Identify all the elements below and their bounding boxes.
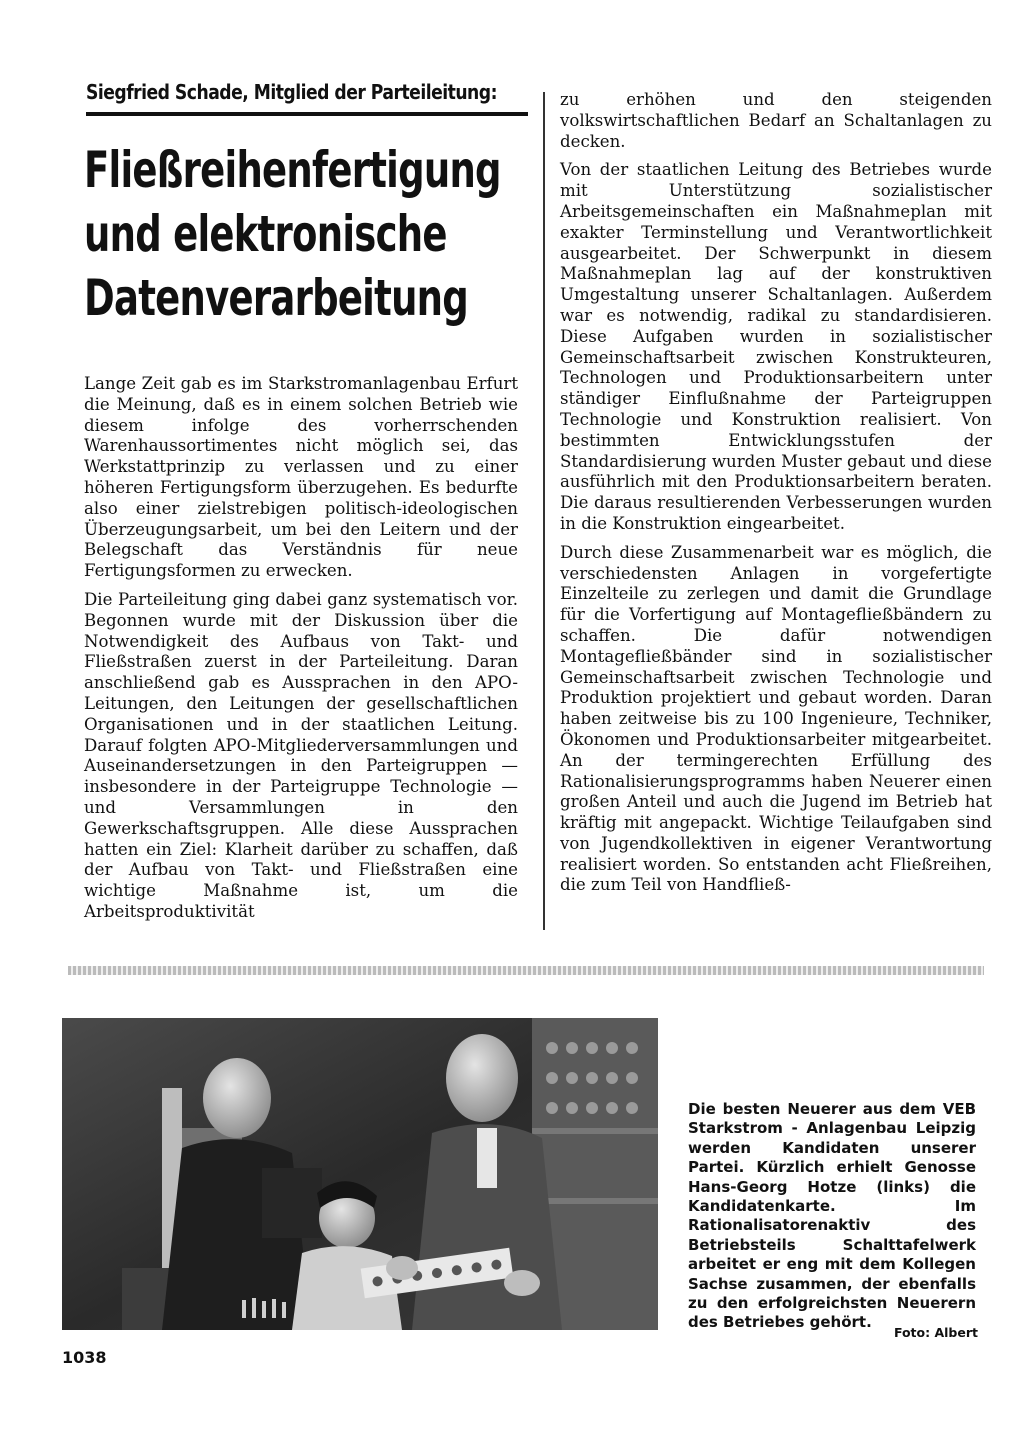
headline-line: Fließreihenfertigung [84, 141, 501, 199]
headline [84, 138, 554, 330]
headline-line: und elektronische [84, 205, 447, 263]
right-column [560, 90, 992, 904]
column-divider [543, 92, 545, 930]
photo-caption: Die besten Neuerer aus dem VEB Starkstrom - Anlagenbau Leipzig werden Kandidaten unserer Partei. Kürzlich erhielt Genosse Hans-Georg Hotze (links) die Kandidatenkarte. Im Rationalisatorenaktiv des Betriebsteils Schalttafelwerk arbeitet er eng mit dem Kollegen Sachse zusammen, der ebenfalls zu den erfolgreichsten Neuerern des Betriebes gehört. [688, 1100, 976, 1332]
photo-credit: Foto: Albert [893, 1325, 978, 1340]
paragraph: Die Parteileitung ging dabei ganz systematisch vor. Begonnen wurde mit der Diskussion über die Notwendigkeit des Aufbaus von Takt- und Fließstraßen zuerst in der Parteileitung. Daran anschließend gab es Aussprachen in den APO-Leitungen, den Leitungen der gesellschaftlichen Organisationen und in der staatlichen Leitung. Darauf folgten APO-Mitgliederversammlungen und Auseinandersetzungen in den Parteigruppen — insbesondere in der Parteigruppe Technologie — und Versammlungen in den Gewerkschaftsgruppen. Alle diese Aussprachen hatten ein Ziel: Klarheit darüber zu schaffen, daß der Aufbau von Takt- und Fließstraßen eine wichtige Maßnahme ist, um die Arbeitsproduktivität [84, 589, 518, 921]
paragraph: zu erhöhen und den steigenden volkswirtschaftlichen Bedarf an Schaltanlagen zu decken. [560, 90, 992, 151]
page-number: 1038 [62, 1348, 107, 1367]
paragraph: Lange Zeit gab es im Starkstromanlagenbau Erfurt die Meinung, daß es in einem solchen Betrieb wie diesem infolge des vorherrschenden Warenhaussortimentes nicht möglich sei, das Werkstattprinzip zu verlassen und zu einer höheren Fertigungsform überzugehen. Es bedurfte also einer zielstrebigen politisch-ideologischen Überzeugungsarbeit, um bei den Leitern und der Belegschaft das Verständnis für neue Fertigungsformen zu erwecken. [84, 374, 518, 581]
left-column [84, 374, 518, 931]
photo [62, 1018, 658, 1330]
headline-line: Datenverarbeitung [84, 269, 469, 327]
workshop-photo-icon [62, 1018, 658, 1330]
byline: Siegfried Schade, Mitglied der Parteileitung: [86, 80, 497, 104]
byline-rule [86, 112, 528, 116]
paragraph: Von der staatlichen Leitung des Betriebes wurde mit Unterstützung sozialistischer Arbeitsgemeinschaften ein Maßnahmeplan mit exakter Terminstellung und Verantwortlichkeit ausgearbeitet. Der Schwerpunkt in diesem Maßnahmeplan lag auf der konstruktiven Umgestaltung unserer Schaltanlagen. Außerdem war es notwendig, radikal zu standardisieren. Diese Aufgaben wurden in sozialistischer Gemeinschaftsarbeit zwischen Konstrukteuren, Technologen und Produktionsarbeitern unter ständiger Einflußnahme der Parteigruppen Technologie und Konstruktion realisiert. Von bestimmten Entwicklungsstufen der Standardisierung wurden Muster gebaut und diese ausführlich mit den Produktionsarbeitern beraten. Die daraus resultierenden Verbesserungen wurden in die Konstruktion eingearbeitet. [560, 160, 992, 533]
section-separator [68, 966, 984, 975]
paragraph: Durch diese Zusammenarbeit war es möglich, die verschiedensten Anlagen in vorgefertigte Einzelteile zu zerlegen und damit die Grundlage für die Vorfertigung auf Montagefließbändern zu schaffen. Die dafür notwendigen Montagefließbänder sind in sozialistischer Gemeinschaftsarbeit zwischen Technologie und Produktion projektiert und gebaut worden. Daran haben zeitweise bis zu 100 Ingenieure, Techniker, Ökonomen und Produktionsarbeiter mitgearbeitet. An der termingerechten Erfüllung des Rationalisierungsprogramms haben Neuerer einen großen Anteil und auch die Jugend im Betrieb hat kräftig mit angepackt. Wichtige Teilaufgaben sind von Jugendkollektiven in eigener Verantwortung realisiert worden. So entstanden acht Fließreihen, die zum Teil von Handfließ- [560, 542, 992, 895]
